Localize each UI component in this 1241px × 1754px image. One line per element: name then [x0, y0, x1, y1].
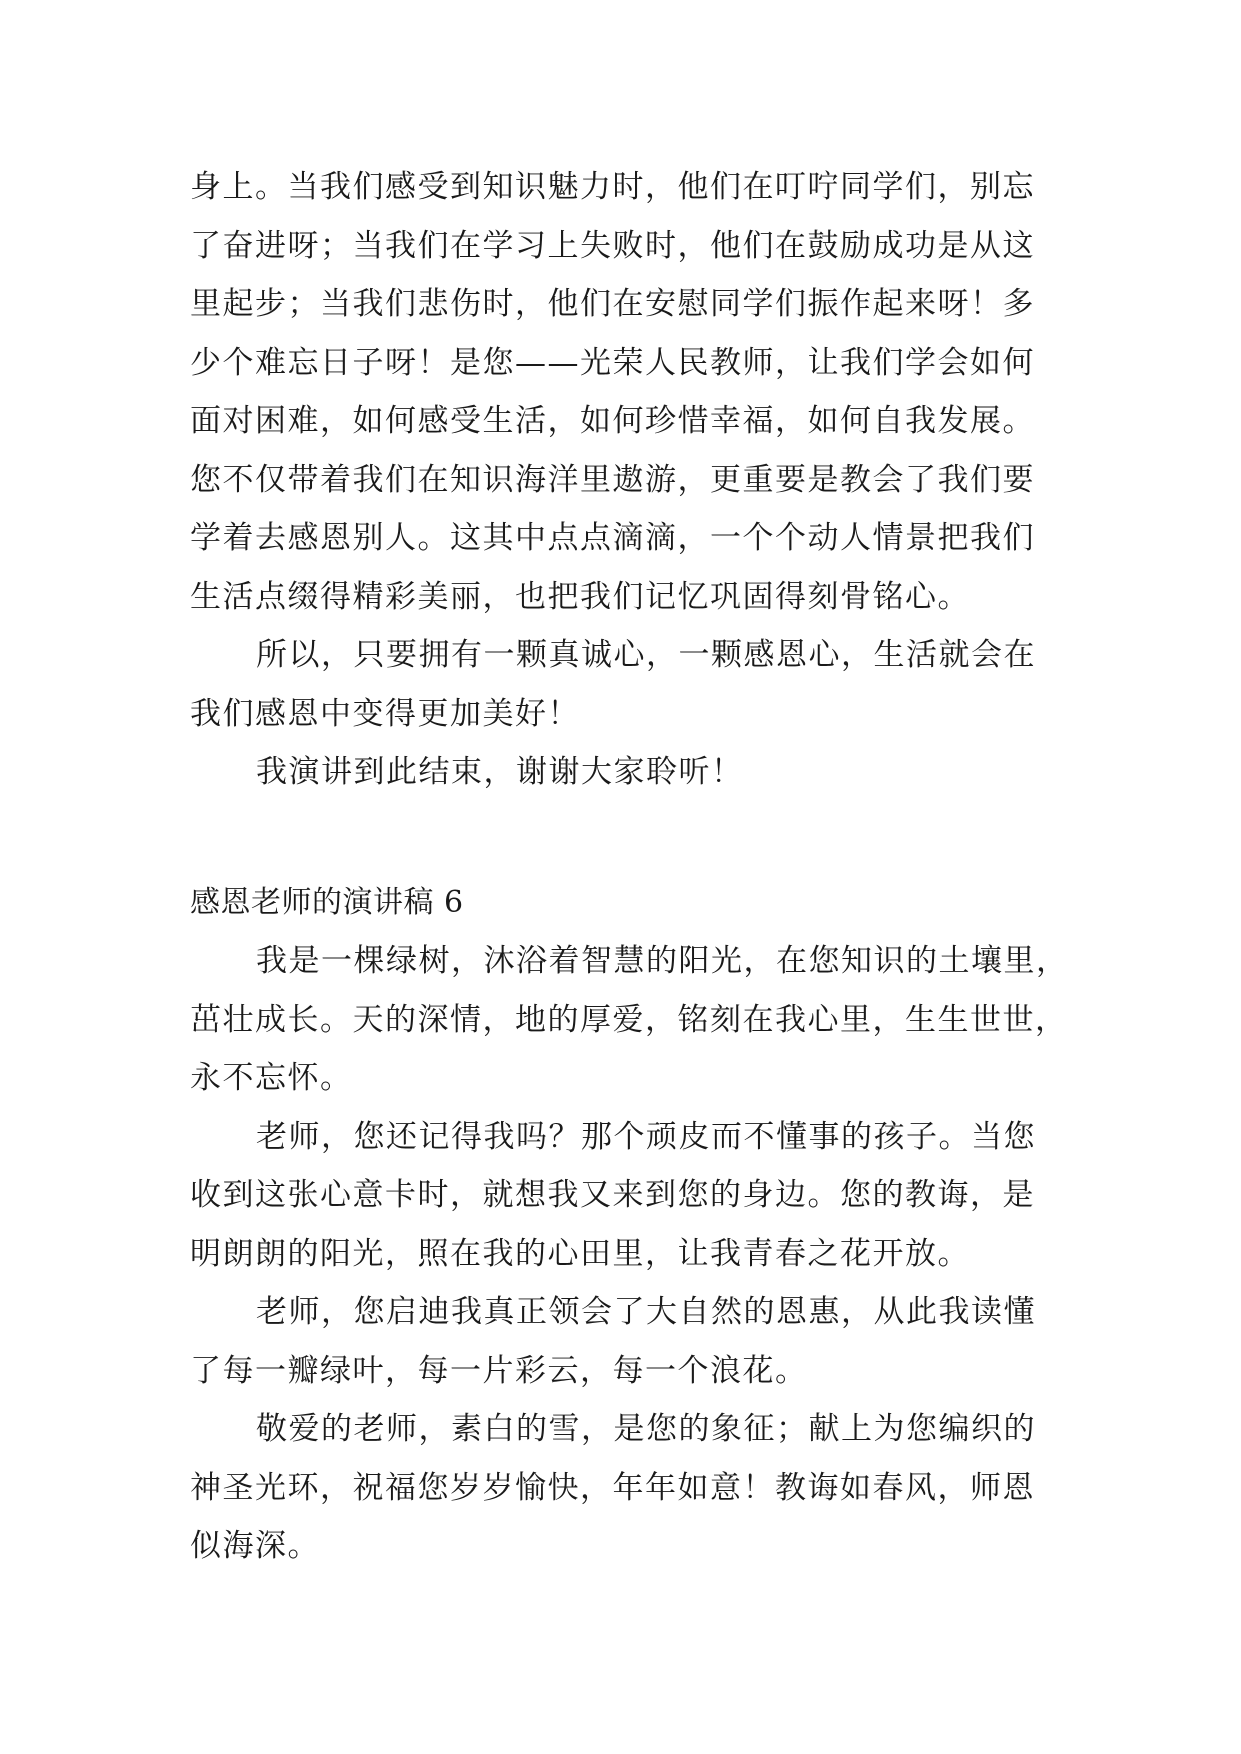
paragraph-start-line: 老师，您还记得我吗？那个顽皮而不懂事的孩子。当您: [256, 1118, 1036, 1155]
paragraph-start-line: 我演讲到此结束，谢谢大家聆听！: [256, 754, 744, 790]
text-line: 永不忘怀。: [190, 1060, 353, 1096]
paragraph-start-line: 老师，您启迪我真正领会了大自然的恩惠，从此我读懂: [256, 1294, 1036, 1330]
text-line: 了奋进呀；当我们在学习上失败时，他们在鼓励成功是从这: [190, 227, 1035, 264]
paragraph-start-line: 我是一棵绿树，沐浴着智慧的阳光，在您知识的土壤里，: [256, 943, 1069, 979]
text-line: 身上。当我们感受到知识魅力时，他们在叮咛同学们，别忘: [190, 169, 1035, 205]
text-line: 似海深。: [190, 1528, 320, 1564]
paragraph-start-line: 所以，只要拥有一颗真诚心，一颗感恩心，生活就会在: [256, 637, 1036, 673]
text-line: 我们感恩中变得更加美好！: [190, 695, 580, 732]
text-line: 少个难忘日子呀！是您——光荣人民教师，让我们学会如何: [190, 344, 1035, 381]
document-body: [190, 158, 1070, 1576]
text-line: 收到这张心意卡时，就想我又来到您的身边。您的教诲，是: [190, 1177, 1035, 1213]
text-line: 了每一瓣绿叶，每一片彩云，每一个浪花。: [190, 1352, 808, 1389]
section-title: 感恩老师的演讲稿 6: [190, 884, 464, 920]
section-spacer: [190, 802, 1070, 874]
text-line: 面对困难，如何感受生活，如何珍惜幸福，如何自我发展。: [190, 403, 1035, 439]
text-line: 您不仅带着我们在知识海洋里遨游，更重要是教会了我们要: [190, 461, 1035, 498]
text-line: 明朗朗的阳光，照在我的心田里，让我青春之花开放。: [190, 1235, 970, 1272]
text-line: 学着去感恩别人。这其中点点滴滴，一个个动人情景把我们: [190, 520, 1035, 556]
paragraph-start-line: 敬爱的老师，素白的雪，是您的象征；献上为您编织的: [256, 1411, 1036, 1447]
text-line: 神圣光环，祝福您岁岁愉快，年年如意！教诲如春风，师恩: [190, 1469, 1035, 1506]
text-line: 里起步；当我们悲伤时，他们在安慰同学们振作起来呀！多: [190, 286, 1035, 322]
text-line: 生活点缀得精彩美丽，也把我们记忆巩固得刻骨铭心。: [190, 578, 970, 615]
text-line: 茁壮成长。天的深情，地的厚爱，铭刻在我心里，生生世世，: [190, 1001, 1068, 1038]
